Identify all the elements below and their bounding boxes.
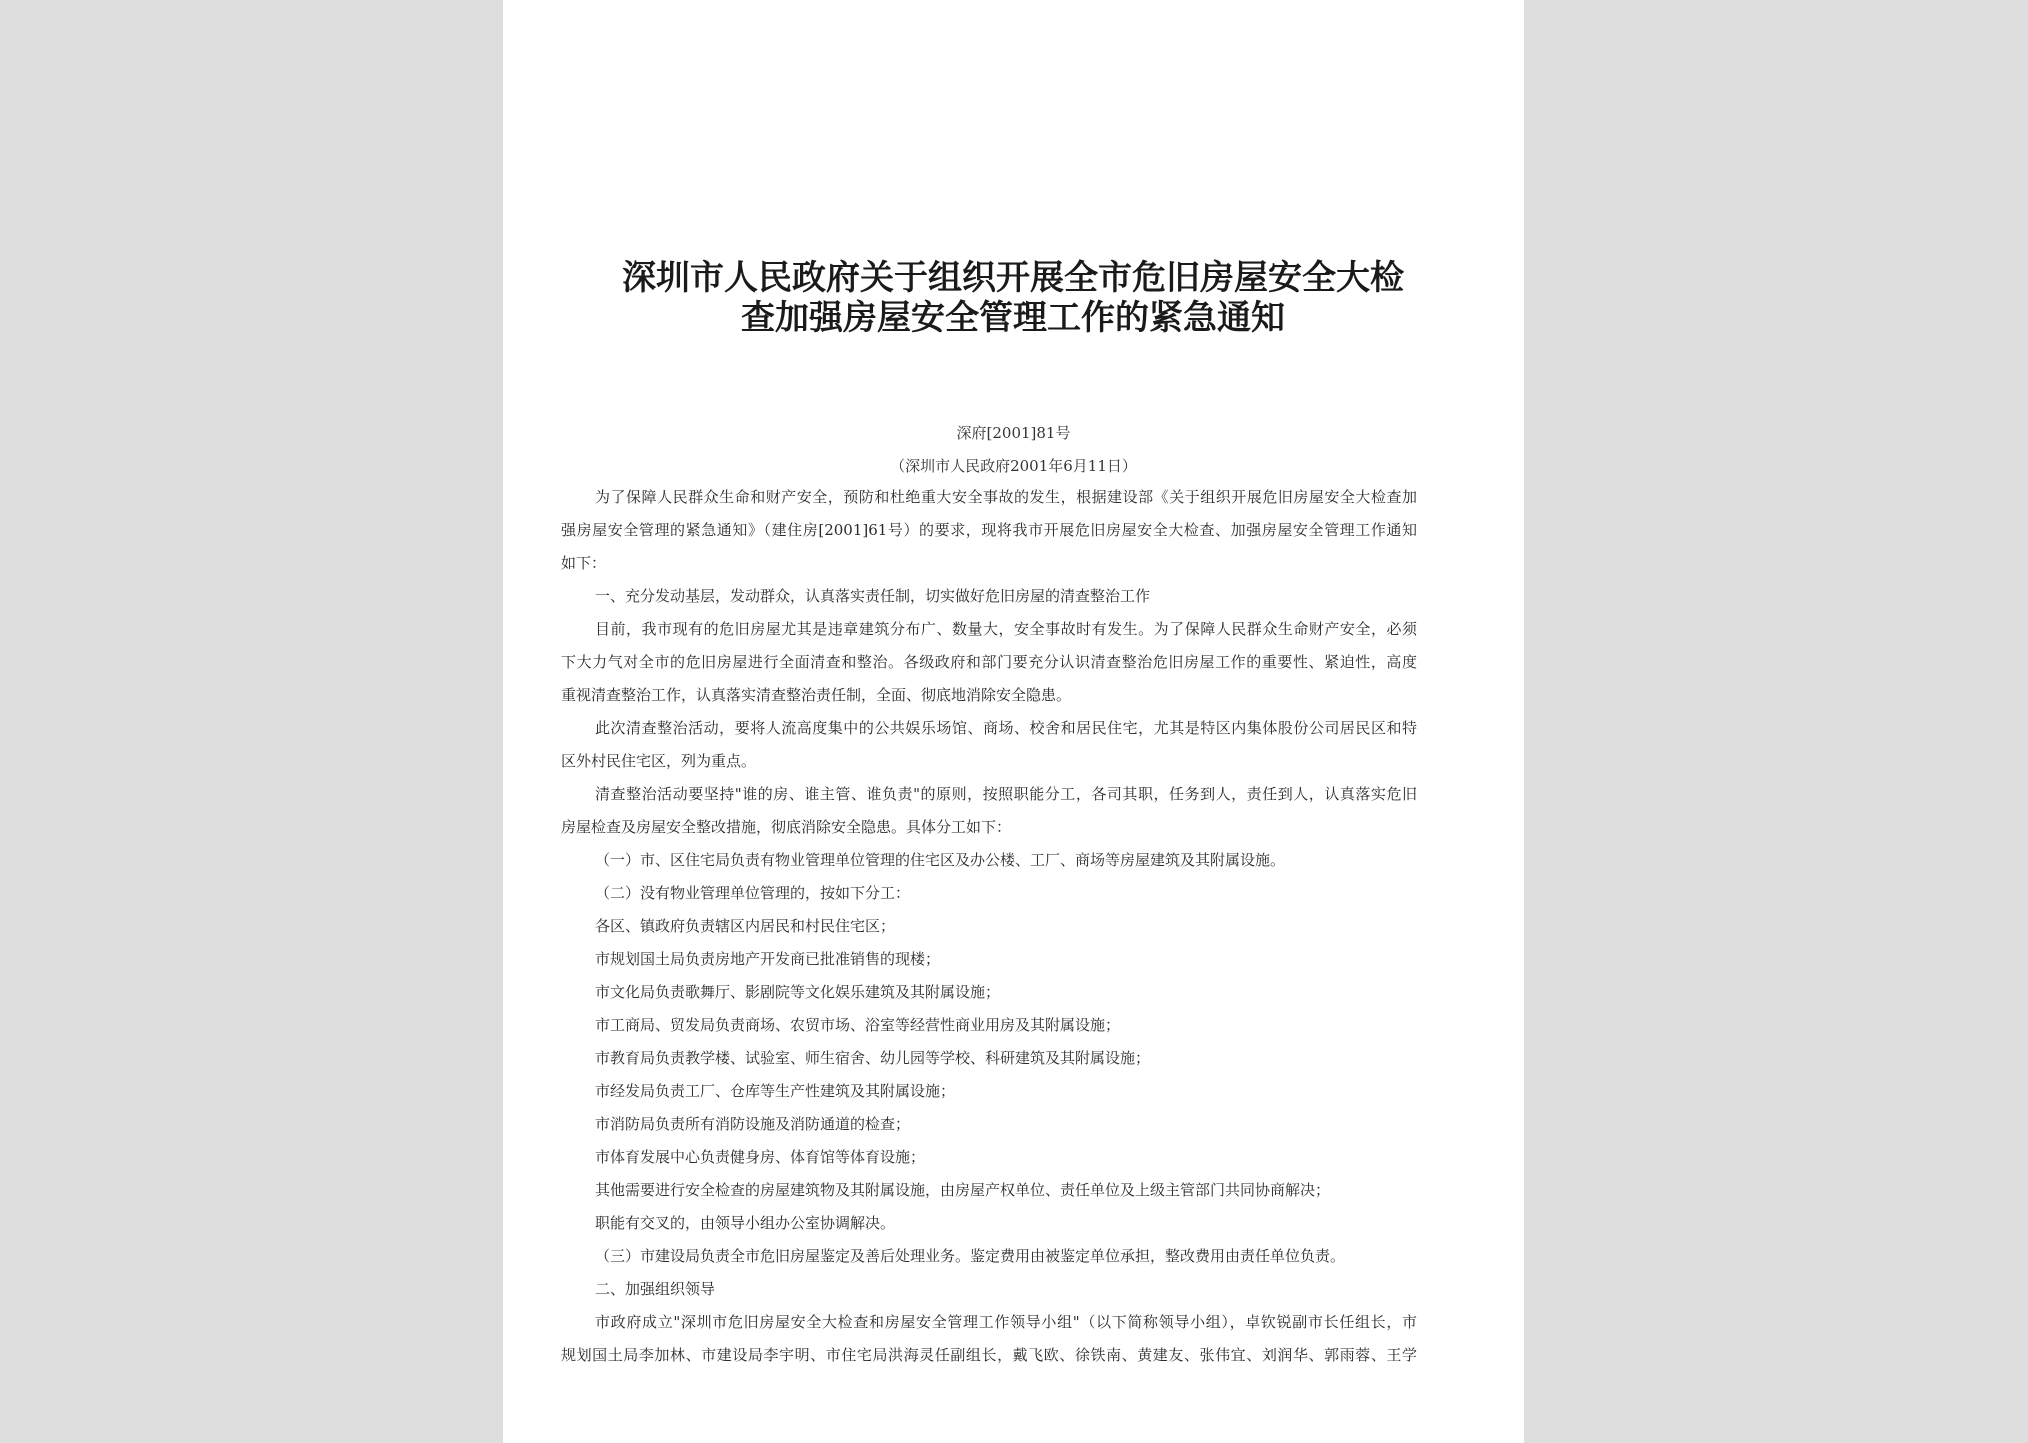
document-page xyxy=(503,0,1524,1443)
title-line: 深圳市人民政府关于组织开展全市危旧房屋安全大检 xyxy=(622,258,1404,298)
body-line: 强房屋安全管理的紧急通知》（建住房[2001]61号）的要求，现将我市开展危旧房屋安全大检查、加强房屋安全管理工作通知 xyxy=(561,521,1417,539)
body-line: 目前，我市现有的危旧房屋尤其是违章建筑分布广、数量大，安全事故时有发生。为了保障人民群众生命财产安全，必须 xyxy=(595,620,1417,638)
body-line: 市经发局负责工厂、仓库等生产性建筑及其附属设施； xyxy=(595,1082,956,1100)
body-line: 各区、镇政府负责辖区内居民和村民住宅区； xyxy=(595,917,896,935)
body-line: （一）市、区住宅局负责有物业管理单位管理的住宅区及办公楼、工厂、商场等房屋建筑及其附属设施。 xyxy=(595,851,1286,869)
body-line: 清查整治活动要坚持"谁的房、谁主管、谁负责"的原则，按照职能分工，各司其职，任务到人，责任到人，认真落实危旧 xyxy=(595,785,1417,803)
body-line: 为了保障人民群众生命和财产安全，预防和杜绝重大安全事故的发生，根据建设部《关于组织开展危旧房屋安全大检查加 xyxy=(595,488,1417,506)
issuer-date: （深圳市人民政府2001年6月11日） xyxy=(890,457,1137,475)
body-line: 此次清查整治活动，要将人流高度集中的公共娱乐场馆、商场、校舍和居民住宅，尤其是特区内集体股份公司居民区和特 xyxy=(595,719,1417,737)
body-line: 房屋检查及房屋安全整改措施，彻底消除安全隐患。具体分工如下： xyxy=(561,818,1012,836)
body-line: 区外村民住宅区，列为重点。 xyxy=(561,752,757,770)
body-line: 重视清查整治工作，认真落实清查整治责任制，全面、彻底地消除安全隐患。 xyxy=(561,686,1072,704)
body-line: （三）市建设局负责全市危旧房屋鉴定及善后处理业务。鉴定费用由被鉴定单位承担，整改费用由责任单位负责。 xyxy=(595,1247,1346,1265)
section-heading: 一、充分发动基层，发动群众，认真落实责任制，切实做好危旧房屋的清查整治工作 xyxy=(595,587,1151,605)
body-line: 市政府成立"深圳市危旧房屋安全大检查和房屋安全管理工作领导小组"（以下简称领导小组），卓钦锐副市长任组长，市 xyxy=(595,1313,1417,1331)
title-line: 查加强房屋安全管理工作的紧急通知 xyxy=(741,298,1285,338)
section-heading: 二、加强组织领导 xyxy=(595,1280,716,1298)
document-title xyxy=(573,258,1453,338)
body-line: 市体育发展中心负责健身房、体育馆等体育设施； xyxy=(595,1148,926,1166)
body-line: 其他需要进行安全检查的房屋建筑物及其附属设施，由房屋产权单位、责任单位及上级主管部门共同协商解决； xyxy=(595,1181,1331,1199)
document-number: 深府[2001]81号 xyxy=(956,424,1071,442)
body-line: 职能有交叉的，由领导小组办公室协调解决。 xyxy=(595,1214,896,1232)
body-line: 市教育局负责教学楼、试验室、师生宿舍、幼儿园等学校、科研建筑及其附属设施； xyxy=(595,1049,1151,1067)
body-line: 市工商局、贸发局负责商场、农贸市场、浴室等经营性商业用房及其附属设施； xyxy=(595,1016,1121,1034)
body-line: 下大力气对全市的危旧房屋进行全面清查和整治。各级政府和部门要充分认识清查整治危旧房屋工作的重要性、紧迫性，高度 xyxy=(561,653,1417,671)
body-line: 市文化局负责歌舞厅、影剧院等文化娱乐建筑及其附属设施； xyxy=(595,983,1001,1001)
body-line: 市消防局负责所有消防设施及消防通道的检查； xyxy=(595,1115,911,1133)
body-line: 市规划国土局负责房地产开发商已批准销售的现楼； xyxy=(595,950,941,968)
body-line: 如下： xyxy=(561,554,607,572)
body-line: （二）没有物业管理单位管理的，按如下分工： xyxy=(595,884,911,902)
body-line: 规划国土局李加林、市建设局李宇明、市住宅局洪海灵任副组长，戴飞欧、徐铁南、黄建友、张伟宜、刘润华、郭雨蓉、王学 xyxy=(561,1346,1417,1364)
